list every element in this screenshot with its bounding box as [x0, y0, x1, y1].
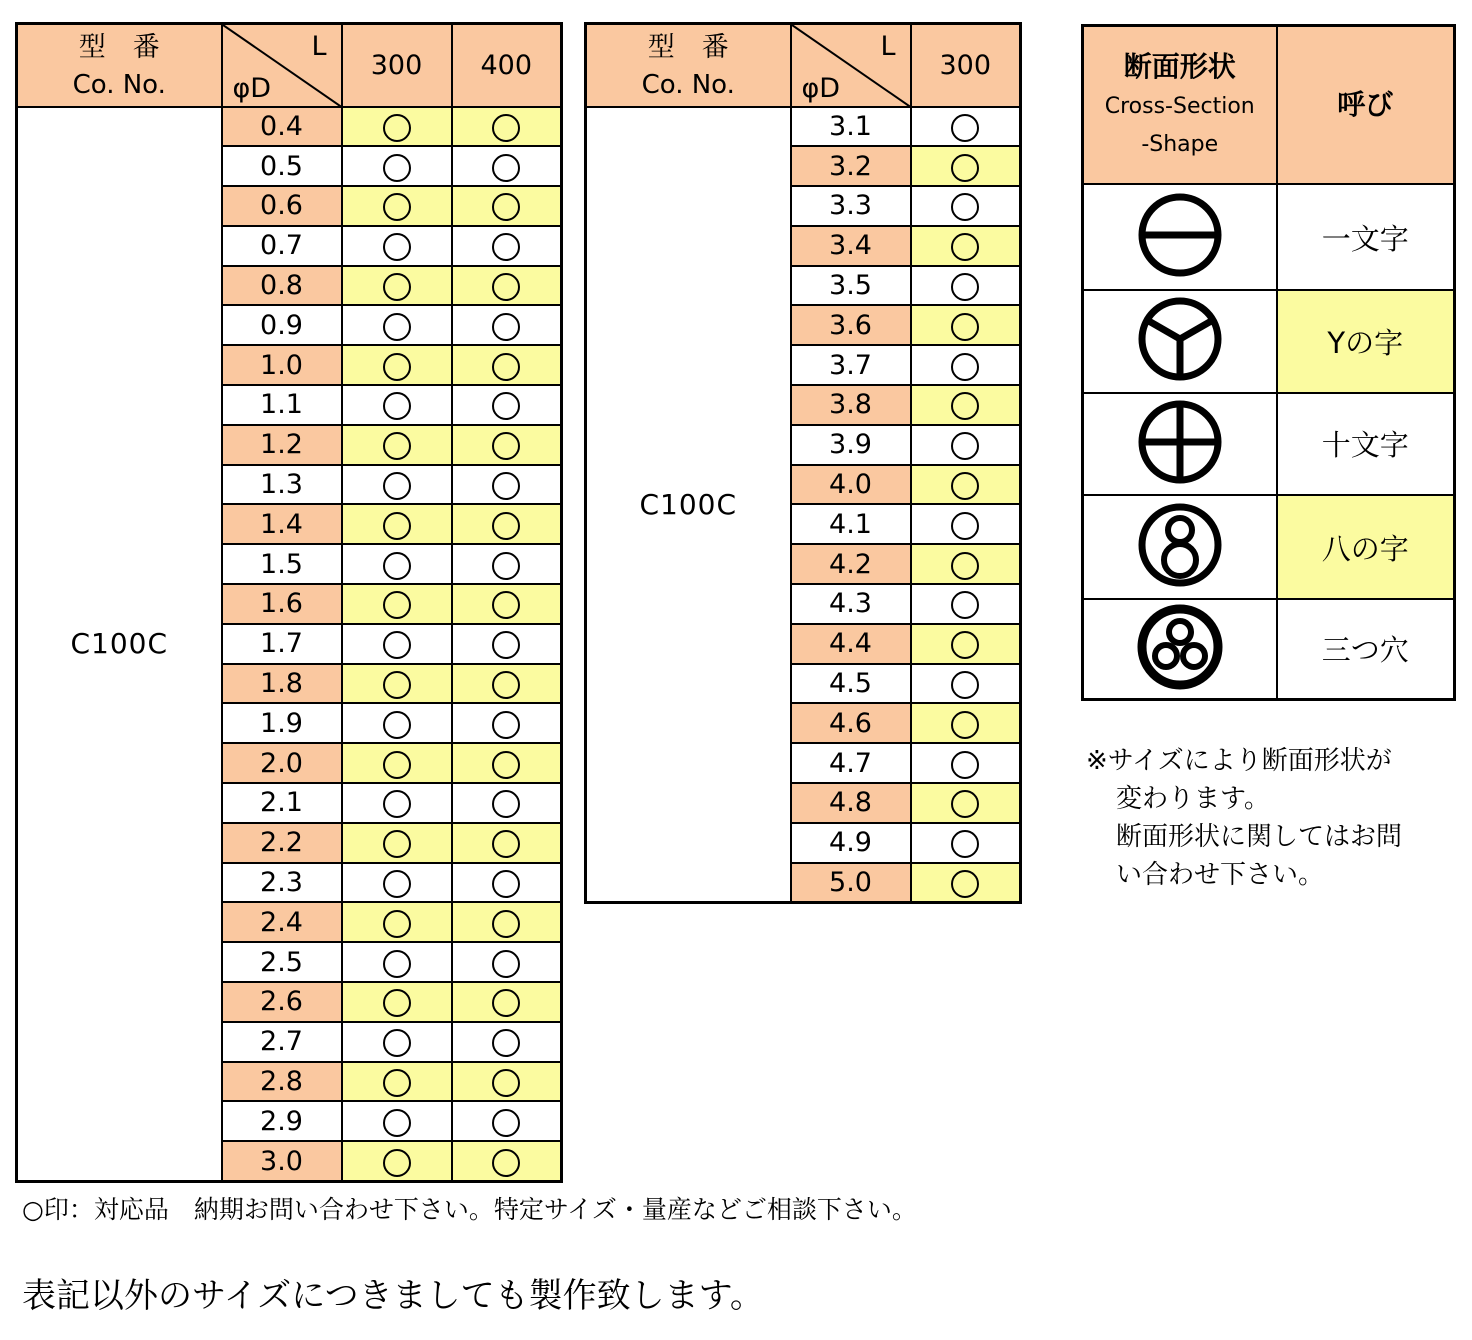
availability-cell: [911, 146, 1021, 186]
diameter-value: 4.1: [791, 504, 911, 544]
diameter-value: 2.4: [222, 902, 342, 942]
available-mark: [492, 1109, 520, 1137]
diameter-value: 2.0: [222, 743, 342, 783]
available-mark: [492, 950, 520, 978]
diameter-value: 3.6: [791, 305, 911, 345]
availability-cell: [342, 305, 452, 345]
diameter-value: 3.4: [791, 226, 911, 266]
available-mark: [383, 154, 411, 182]
availability-cell: [452, 504, 562, 544]
diameter-value: 1.7: [222, 624, 342, 664]
availability-cell: [342, 186, 452, 226]
available-mark: [951, 671, 979, 699]
diameter-value: 5.0: [791, 863, 911, 903]
available-mark: [492, 512, 520, 540]
availability-cell: [452, 465, 562, 505]
length-header-400: 400: [452, 24, 562, 107]
diameter-value: 0.6: [222, 186, 342, 226]
diameter-value: 0.5: [222, 146, 342, 186]
availability-cell: [911, 385, 1021, 425]
available-mark: [492, 353, 520, 381]
availability-cell: [452, 146, 562, 186]
availability-cell: [452, 186, 562, 226]
diameter-value: 2.8: [222, 1062, 342, 1102]
shape-name: 一文字: [1277, 184, 1455, 290]
available-mark: [383, 1109, 411, 1137]
availability-cell: [342, 863, 452, 903]
availability-cell: [342, 425, 452, 465]
available-mark: [383, 830, 411, 858]
available-mark: [492, 114, 520, 142]
availability-cell: [342, 823, 452, 863]
available-mark: [492, 989, 520, 1017]
table-row: [586, 107, 1021, 147]
available-mark: [383, 790, 411, 818]
availability-cell: [342, 743, 452, 783]
available-mark: [951, 114, 979, 142]
available-mark: [492, 273, 520, 301]
shape-icon-cell: [1083, 599, 1277, 700]
diameter-length-corner-header: [222, 24, 342, 107]
available-mark: [951, 790, 979, 818]
diameter-value: 4.8: [791, 783, 911, 823]
available-mark: [383, 671, 411, 699]
note-line-1: ※サイズにより断面形状が: [1086, 746, 1392, 776]
availability-cell: [452, 107, 562, 147]
shape-icon-cell: [1083, 184, 1277, 290]
availability-cell: [452, 743, 562, 783]
available-mark: [383, 910, 411, 938]
shape-name: 八の字: [1277, 495, 1455, 599]
available-mark: [951, 631, 979, 659]
diameter-value: 1.8: [222, 664, 342, 704]
availability-cell: [342, 1141, 452, 1181]
diameter-value: 1.9: [222, 703, 342, 743]
diameter-value: 4.6: [791, 703, 911, 743]
length-label: L: [311, 31, 327, 62]
available-mark: [383, 552, 411, 580]
available-mark: [383, 591, 411, 619]
availability-cell: [911, 703, 1021, 743]
diameter-value: 3.3: [791, 186, 911, 226]
diameter-value: 4.7: [791, 743, 911, 783]
available-mark: [951, 273, 979, 301]
available-mark: [951, 472, 979, 500]
available-mark: [951, 552, 979, 580]
available-mark: [383, 950, 411, 978]
diameter-value: 1.2: [222, 425, 342, 465]
diameter-value: 0.4: [222, 107, 342, 147]
availability-cell: [452, 783, 562, 823]
available-mark: [492, 631, 520, 659]
available-mark: [951, 830, 979, 858]
availability-cell: [452, 1062, 562, 1102]
diameter-value: 1.3: [222, 465, 342, 505]
available-mark: [951, 711, 979, 739]
diameter-value: 3.8: [791, 385, 911, 425]
available-mark: [383, 432, 411, 460]
available-mark: [492, 870, 520, 898]
available-mark: [951, 233, 979, 261]
shape-header-en-1: Cross-Section: [1104, 94, 1255, 120]
availability-cell: [342, 584, 452, 624]
diameter-value: 1.5: [222, 544, 342, 584]
availability-cell: [342, 1062, 452, 1102]
table-row: [17, 107, 562, 147]
available-mark: [383, 989, 411, 1017]
availability-cell: [342, 226, 452, 266]
shape-icon-cell: [1083, 495, 1277, 599]
availability-cell: [911, 544, 1021, 584]
availability-cell: [342, 544, 452, 584]
diameter-value: 3.2: [791, 146, 911, 186]
available-mark: [383, 353, 411, 381]
diameter-value: 4.4: [791, 624, 911, 664]
availability-cell: [342, 465, 452, 505]
availability-cell: [452, 544, 562, 584]
available-mark: [383, 392, 411, 420]
availability-cell: [911, 345, 1021, 385]
availability-cell: [911, 823, 1021, 863]
diameter-value: 0.7: [222, 226, 342, 266]
availability-cell: [452, 664, 562, 704]
availability-cell: [452, 584, 562, 624]
diameter-value: 1.1: [222, 385, 342, 425]
available-mark: [492, 751, 520, 779]
availability-cell: [342, 982, 452, 1022]
diameter-value: 3.7: [791, 345, 911, 385]
diameter-value: 2.1: [222, 783, 342, 823]
diameter-value: 2.9: [222, 1101, 342, 1141]
availability-cell: [452, 425, 562, 465]
availability-cell: [452, 1022, 562, 1062]
diameter-value: 3.0: [222, 1141, 342, 1181]
diameter-value: 4.9: [791, 823, 911, 863]
diameter-value: 2.6: [222, 982, 342, 1022]
model-header-en: Co. No.: [72, 70, 166, 101]
length-label: L: [880, 31, 896, 62]
available-mark: [492, 1029, 520, 1057]
availability-cell: [452, 226, 562, 266]
availability-cell: [452, 823, 562, 863]
availability-cell: [342, 942, 452, 982]
model-header-jp: 型 番: [647, 32, 729, 64]
legend-note: ○印：対応品 納期お問い合わせ下さい。特定サイズ・量産などご相談下さい。: [22, 1195, 917, 1224]
availability-cell: [342, 624, 452, 664]
shape-name: 三つ穴: [1277, 599, 1455, 700]
model-code: C100C: [586, 107, 791, 903]
diameter-value: 1.4: [222, 504, 342, 544]
model-header-en: Co. No.: [641, 70, 735, 101]
availability-cell: [911, 743, 1021, 783]
availability-cell: [911, 584, 1021, 624]
length-header-300: 300: [342, 24, 452, 107]
available-mark: [492, 830, 520, 858]
availability-cell: [342, 1022, 452, 1062]
availability-cell: [342, 107, 452, 147]
available-mark: [951, 512, 979, 540]
diameter-label: φD: [801, 72, 841, 104]
diameter-value: 2.5: [222, 942, 342, 982]
shape-name: 十文字: [1277, 393, 1455, 496]
availability-cell: [342, 1101, 452, 1141]
diameter-value: 3.5: [791, 266, 911, 306]
diameter-value: 3.1: [791, 107, 911, 147]
model-header: [586, 24, 791, 107]
availability-cell: [911, 624, 1021, 664]
available-mark: [951, 870, 979, 898]
diameter-value: 2.2: [222, 823, 342, 863]
availability-cell: [911, 783, 1021, 823]
available-mark: [492, 432, 520, 460]
diameter-value: 4.3: [791, 584, 911, 624]
model-header-jp: 型 番: [78, 32, 160, 64]
note-line-2: 変わります。: [1116, 784, 1270, 814]
diameter-value: 4.2: [791, 544, 911, 584]
custom-size-note: 表記以外のサイズにつきましても製作致します。: [22, 1276, 764, 1316]
diameter-value: 4.0: [791, 465, 911, 505]
availability-cell: [911, 504, 1021, 544]
availability-cell: [452, 1141, 562, 1181]
availability-cell: [452, 385, 562, 425]
three-hole-cross-section-icon: [1135, 602, 1225, 692]
cross-cross-section-icon: [1135, 397, 1225, 487]
y-shape-cross-section-icon: [1135, 294, 1225, 384]
available-mark: [951, 591, 979, 619]
available-mark: [492, 790, 520, 818]
availability-cell: [342, 783, 452, 823]
diameter-value: 0.9: [222, 305, 342, 345]
size-table-2: [584, 22, 1022, 904]
available-mark: [383, 512, 411, 540]
availability-cell: [452, 982, 562, 1022]
availability-cell: [911, 107, 1021, 147]
cross-section-shape-table: [1081, 24, 1456, 701]
available-mark: [383, 711, 411, 739]
availability-cell: [452, 863, 562, 903]
shape-header: [1083, 26, 1277, 185]
availability-cell: [911, 863, 1021, 903]
note-line-4: い合わせ下さい。: [1116, 860, 1325, 890]
available-mark: [383, 273, 411, 301]
available-mark: [492, 671, 520, 699]
diameter-value: 1.6: [222, 584, 342, 624]
available-mark: [951, 353, 979, 381]
available-mark: [383, 233, 411, 261]
availability-cell: [342, 266, 452, 306]
available-mark: [492, 154, 520, 182]
available-mark: [492, 1149, 520, 1177]
available-mark: [383, 114, 411, 142]
available-mark: [492, 193, 520, 221]
availability-cell: [342, 902, 452, 942]
availability-cell: [342, 703, 452, 743]
available-mark: [383, 1149, 411, 1177]
eight-shape-cross-section-icon: [1135, 500, 1225, 590]
availability-cell: [452, 902, 562, 942]
diameter-value: 4.5: [791, 664, 911, 704]
availability-cell: [911, 425, 1021, 465]
availability-cell: [452, 624, 562, 664]
shape-icon-cell: [1083, 393, 1277, 496]
available-mark: [951, 193, 979, 221]
available-mark: [383, 870, 411, 898]
diameter-value: 0.8: [222, 266, 342, 306]
shape-header-jp: 断面形状: [1123, 50, 1236, 84]
availability-cell: [911, 664, 1021, 704]
available-mark: [951, 432, 979, 460]
available-mark: [383, 472, 411, 500]
note-line-3: 断面形状に関してはお問: [1116, 822, 1403, 852]
available-mark: [383, 313, 411, 341]
name-header: 呼び: [1277, 26, 1455, 185]
diameter-label: φD: [232, 72, 272, 104]
available-mark: [492, 392, 520, 420]
availability-cell: [452, 345, 562, 385]
availability-cell: [452, 942, 562, 982]
availability-cell: [911, 226, 1021, 266]
diameter-value: 3.9: [791, 425, 911, 465]
available-mark: [492, 711, 520, 739]
available-mark: [492, 910, 520, 938]
available-mark: [383, 193, 411, 221]
availability-cell: [452, 305, 562, 345]
available-mark: [492, 472, 520, 500]
available-mark: [951, 313, 979, 341]
model-code: C100C: [17, 107, 222, 1182]
available-mark: [951, 751, 979, 779]
available-mark: [951, 392, 979, 420]
availability-cell: [342, 345, 452, 385]
available-mark: [492, 233, 520, 261]
available-mark: [383, 631, 411, 659]
available-mark: [383, 751, 411, 779]
available-mark: [383, 1069, 411, 1097]
availability-cell: [342, 385, 452, 425]
available-mark: [492, 591, 520, 619]
model-header: [17, 24, 222, 107]
one-line-cross-section-icon: [1135, 190, 1225, 280]
available-mark: [492, 1069, 520, 1097]
size-table-1: [15, 22, 563, 1183]
availability-cell: [911, 266, 1021, 306]
available-mark: [492, 552, 520, 580]
availability-cell: [452, 1101, 562, 1141]
diameter-value: 2.7: [222, 1022, 342, 1062]
availability-cell: [452, 266, 562, 306]
availability-cell: [342, 504, 452, 544]
availability-cell: [342, 146, 452, 186]
diameter-value: 1.0: [222, 345, 342, 385]
diameter-value: 2.3: [222, 863, 342, 903]
shape-icon-cell: [1083, 290, 1277, 393]
shape-note: [1086, 742, 1402, 894]
shape-name: Yの字: [1277, 290, 1455, 393]
availability-cell: [911, 186, 1021, 226]
availability-cell: [911, 305, 1021, 345]
available-mark: [383, 1029, 411, 1057]
availability-cell: [452, 703, 562, 743]
shape-header-en-2: -Shape: [1141, 132, 1219, 158]
available-mark: [492, 313, 520, 341]
availability-cell: [911, 465, 1021, 505]
availability-cell: [342, 664, 452, 704]
diameter-length-corner-header: [791, 24, 911, 107]
available-mark: [951, 154, 979, 182]
length-header-300: 300: [911, 24, 1021, 107]
